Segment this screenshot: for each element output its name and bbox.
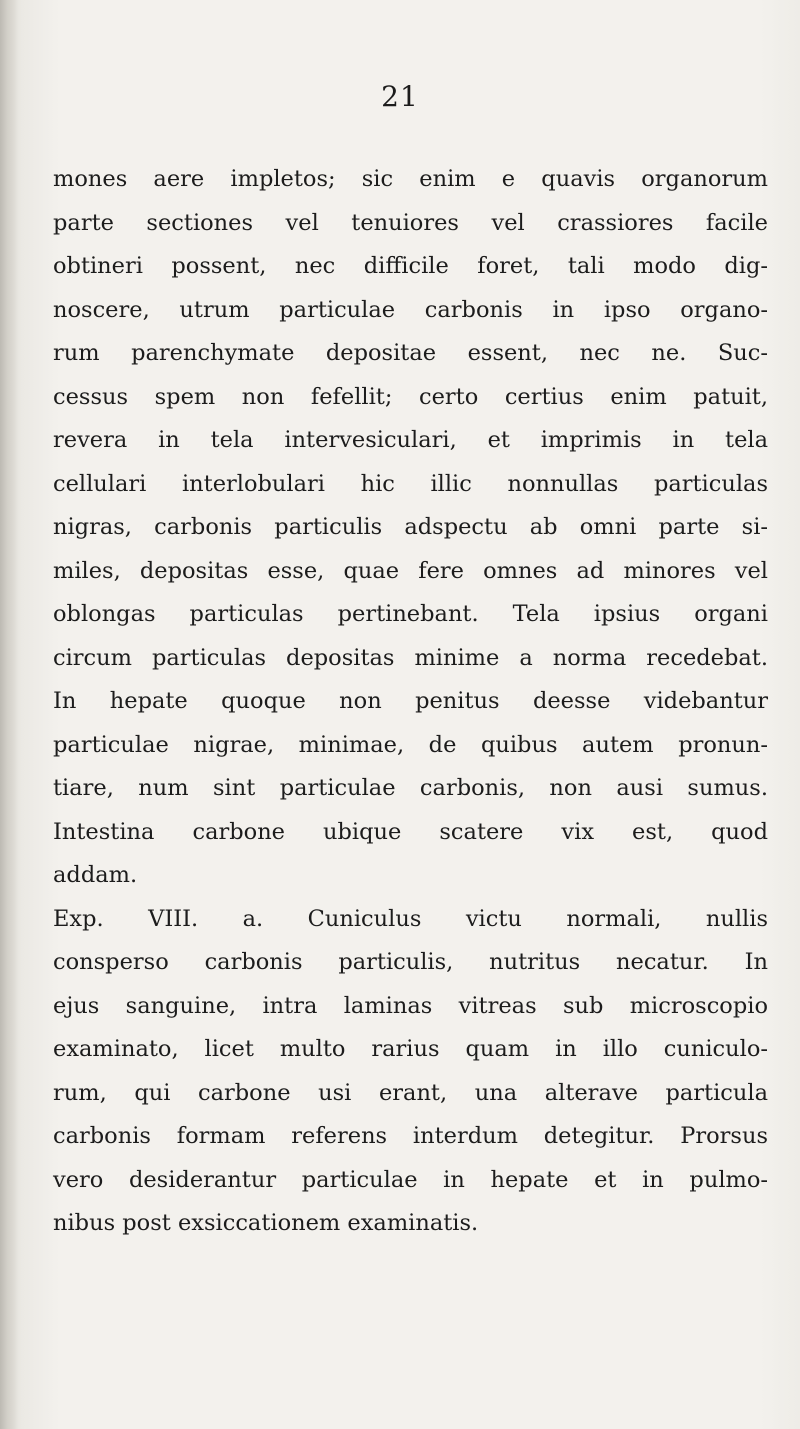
- text-line: oblongas particulas pertinebant. Tela ipsius organi: [53, 601, 768, 627]
- text-line: nigras, carbonis particulis adspectu ab omni parte si-: [53, 514, 768, 540]
- text-line: nibus post exsiccationem examinatis.: [53, 1210, 479, 1236]
- page-number: 21: [381, 80, 419, 113]
- text-line: parte sectiones vel tenuiores vel crassiores facile: [53, 209, 768, 236]
- text-line: carbonis formam referens interdum detegitur. Prorsus: [53, 1123, 768, 1149]
- text-line: Exp. VIII. a. Cuniculus victu normali, nullis: [53, 905, 768, 932]
- text-line: revera in tela intervesiculari, et imprimis in tela: [53, 427, 768, 453]
- text-line: circum particulas depositas minime a norma recedebat.: [53, 644, 768, 671]
- body-text: [53, 158, 768, 1246]
- text-line: cellulari interlobulari hic illic nonnullas particulas: [53, 470, 768, 497]
- text-line: cessus spem non fefellit; certo certius enim patuit,: [53, 383, 768, 410]
- text-line: miles, depositas esse, quae fere omnes ad minores vel: [53, 557, 768, 584]
- text-line: rum, qui carbone usi erant, una alterave particula: [53, 1079, 768, 1106]
- text-line: In hepate quoque non penitus deesse videbantur: [53, 688, 768, 714]
- text-line: particulae nigrae, minimae, de quibus autem pronun-: [53, 731, 768, 758]
- text-line: noscere, utrum particulae carbonis in ipso organo-: [53, 296, 768, 323]
- text-line: tiare, num sint particulae carbonis, non ausi sumus.: [53, 775, 768, 801]
- text-line: addam.: [53, 862, 138, 888]
- page-edge-shadow: [0, 0, 18, 1429]
- text-line: vero desiderantur particulae in hepate et in pulmo-: [53, 1166, 768, 1193]
- text-line: Intestina carbone ubique scatere vix est, quod: [53, 818, 768, 845]
- text-line: rum parenchymate depositae essent, nec ne. Suc-: [53, 340, 768, 366]
- text-line: consperso carbonis particulis, nutritus necatur. In: [53, 949, 768, 975]
- text-line: ejus sanguine, intra laminas vitreas sub microscopio: [53, 992, 768, 1019]
- text-line: obtineri possent, nec difficile foret, tali modo dig-: [53, 253, 768, 279]
- text-line: examinato, licet multo rarius quam in illo cuniculo-: [53, 1036, 768, 1062]
- text-line: mones aere impletos; sic enim e quavis organorum: [53, 166, 768, 192]
